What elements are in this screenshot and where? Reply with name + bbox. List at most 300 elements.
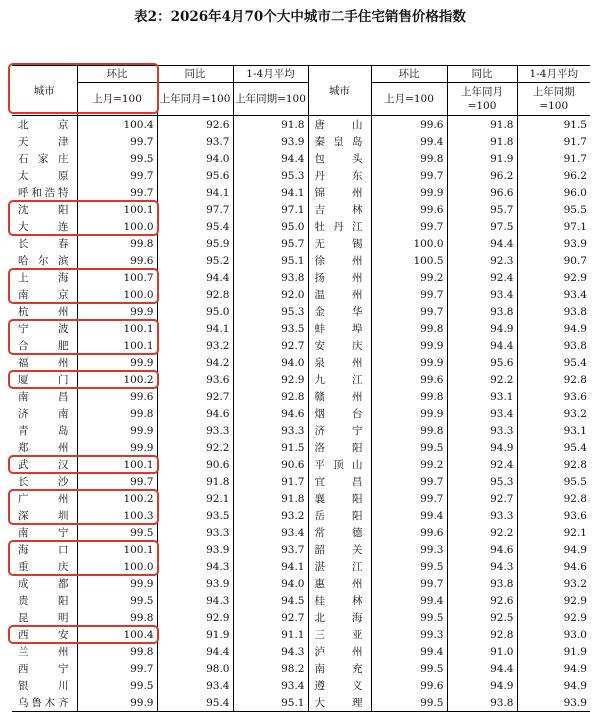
right-ytd-value: 92.8 [517, 490, 590, 507]
left-mom-value: 99.7 [77, 473, 157, 490]
right-ytd-value: 95.4 [517, 439, 590, 456]
right-mom-value: 99.2 [371, 269, 447, 286]
left-ytd-value: 94.3 [233, 643, 308, 660]
left-mom-value: 99.8 [77, 643, 157, 660]
right-ytd-value: 92.8 [517, 371, 590, 388]
left-city-name: 厦门 [18, 373, 69, 386]
right-city-name: 蚌埠 [308, 320, 371, 337]
table-row [12, 609, 590, 626]
right-mom-value: 99.3 [371, 626, 447, 643]
left-ytd-value: 92.7 [233, 609, 308, 626]
header-yoy-base-left: 上年同月=100 [157, 83, 233, 116]
right-yoy-value: 94.9 [447, 677, 517, 694]
left-ytd-value: 94.1 [233, 558, 308, 575]
left-mom-value: 99.6 [77, 252, 157, 269]
left-yoy-value: 94.4 [157, 269, 233, 286]
right-city-name: 桂林 [308, 592, 371, 609]
left-mom-value: 99.9 [77, 575, 157, 592]
table-row [12, 167, 590, 184]
left-mom-value: 100.0 [77, 558, 157, 575]
right-yoy-value: 91.9 [447, 150, 517, 167]
left-city-name: 沈阳 [18, 203, 69, 216]
header-ytd-base-left: 上年同期=100 [233, 83, 308, 116]
right-mom-value: 99.6 [371, 524, 447, 541]
right-mom-value: 99.9 [371, 337, 447, 354]
left-mom-value: 100.1 [77, 337, 157, 354]
right-yoy-value: 91.8 [447, 116, 517, 134]
right-city-name: 九江 [308, 371, 371, 388]
left-mom-value: 99.5 [77, 524, 157, 541]
header-ytd-left: 1-4月平均 [233, 66, 308, 83]
left-ytd-value: 95.3 [233, 167, 308, 184]
price-index-table [12, 65, 590, 712]
left-mom-value: 99.8 [77, 405, 157, 422]
left-yoy-value: 95.4 [157, 218, 233, 235]
left-ytd-value: 91.8 [233, 490, 308, 507]
left-mom-value: 100.2 [77, 371, 157, 388]
right-city-name: 金华 [308, 303, 371, 320]
left-yoy-value: 94.6 [157, 405, 233, 422]
left-ytd-value: 93.4 [233, 677, 308, 694]
right-mom-value: 99.7 [371, 575, 447, 592]
right-city-name: 南充 [308, 660, 371, 677]
right-ytd-value: 94.9 [517, 677, 590, 694]
left-city-name: 兰州 [18, 645, 69, 658]
right-city-name: 韶关 [308, 541, 371, 558]
left-city-name: 石家庄 [18, 152, 69, 165]
right-ytd-value: 93.2 [517, 575, 590, 592]
left-ytd-value: 95.3 [233, 303, 308, 320]
left-ytd-value: 93.9 [233, 133, 308, 150]
left-mom-value: 100.1 [77, 320, 157, 337]
page-title: 表2：2026年4月70个大中城市二手住宅销售价格指数 [134, 9, 466, 25]
right-city-name: 包头 [308, 150, 371, 167]
right-yoy-value: 93.8 [447, 303, 517, 320]
table-row [12, 269, 590, 286]
left-ytd-value: 91.1 [233, 626, 308, 643]
right-city-name: 湛江 [308, 558, 371, 575]
right-yoy-value: 96.2 [447, 167, 517, 184]
left-mom-value: 100.2 [77, 490, 157, 507]
right-ytd-value: 93.6 [517, 507, 590, 524]
left-ytd-value: 93.8 [233, 269, 308, 286]
left-city-name: 西安 [18, 628, 69, 641]
left-mom-value: 99.5 [77, 150, 157, 167]
left-yoy-value: 93.6 [157, 371, 233, 388]
right-city-name: 惠州 [308, 575, 371, 592]
right-yoy-value: 93.4 [447, 405, 517, 422]
right-yoy-value: 94.4 [447, 235, 517, 252]
left-city-name: 福州 [18, 356, 69, 369]
table-row [12, 337, 590, 354]
header-ytd-base-right-line2: =100 [539, 100, 569, 112]
right-city-name: 无锡 [308, 235, 371, 252]
right-mom-value: 99.6 [371, 116, 447, 134]
left-ytd-value: 94.0 [233, 354, 308, 371]
right-yoy-value: 91.0 [447, 643, 517, 660]
left-mom-value: 100.3 [77, 507, 157, 524]
left-ytd-value: 95.1 [233, 252, 308, 269]
right-mom-value: 99.8 [371, 320, 447, 337]
table-body [12, 116, 590, 712]
left-yoy-value: 94.3 [157, 592, 233, 609]
right-yoy-value: 94.4 [447, 337, 517, 354]
table-row [12, 660, 590, 677]
right-mom-value: 99.4 [371, 507, 447, 524]
left-city-name: 南京 [18, 288, 69, 301]
right-ytd-value: 93.2 [517, 405, 590, 422]
left-mom-value: 100.1 [77, 541, 157, 558]
right-mom-value: 99.6 [371, 201, 447, 218]
left-city-name: 天津 [18, 135, 69, 148]
right-mom-value: 99.2 [371, 456, 447, 473]
right-city-name: 安庆 [308, 337, 371, 354]
right-mom-value: 99.9 [371, 184, 447, 201]
table-row [12, 541, 590, 558]
right-mom-value: 99.4 [371, 643, 447, 660]
left-yoy-value: 93.9 [157, 575, 233, 592]
right-mom-value: 100.5 [371, 252, 447, 269]
left-yoy-value: 90.6 [157, 456, 233, 473]
right-city-name: 赣州 [308, 388, 371, 405]
header-city-right: 城市 [308, 66, 371, 116]
right-mom-value: 99.9 [371, 405, 447, 422]
header-mom-base-left: 上月=100 [77, 83, 157, 116]
left-ytd-value: 93.5 [233, 320, 308, 337]
right-ytd-value: 92.8 [517, 456, 590, 473]
left-city-name: 宁波 [18, 322, 69, 335]
right-yoy-value: 94.9 [447, 320, 517, 337]
left-ytd-value: 94.4 [233, 150, 308, 167]
table-row [12, 439, 590, 456]
right-ytd-value: 92.9 [517, 609, 590, 626]
table-row [12, 575, 590, 592]
right-city-name: 唐山 [308, 116, 371, 134]
table-row [12, 626, 590, 643]
right-ytd-value: 92.1 [517, 524, 590, 541]
left-mom-value: 100.1 [77, 201, 157, 218]
left-mom-value: 99.9 [77, 354, 157, 371]
right-ytd-value: 94.6 [517, 558, 590, 575]
header-yoy-base-right-line1: 上年同月 [461, 86, 503, 98]
left-mom-value: 99.9 [77, 422, 157, 439]
header-mom-right: 环比 [371, 66, 447, 83]
right-ytd-value: 96.0 [517, 184, 590, 201]
left-city-name: 成都 [18, 577, 69, 590]
left-yoy-value: 95.9 [157, 235, 233, 252]
right-mom-value: 99.7 [371, 473, 447, 490]
table-row [12, 371, 590, 388]
right-mom-value: 99.4 [371, 133, 447, 150]
left-yoy-value: 95.6 [157, 167, 233, 184]
left-ytd-value: 91.8 [233, 116, 308, 134]
left-ytd-value: 92.8 [233, 388, 308, 405]
right-yoy-value: 92.5 [447, 609, 517, 626]
right-yoy-value: 93.8 [447, 694, 517, 712]
right-city-name: 常德 [308, 524, 371, 541]
header-mom-base-right: 上月=100 [371, 83, 447, 116]
right-mom-value: 99.7 [371, 218, 447, 235]
right-city-name: 北海 [308, 609, 371, 626]
left-yoy-value: 95.2 [157, 252, 233, 269]
right-city-name: 牡丹江 [308, 218, 371, 235]
left-mom-value: 99.8 [77, 609, 157, 626]
right-ytd-value: 93.9 [517, 235, 590, 252]
right-ytd-value: 95.5 [517, 473, 590, 490]
right-yoy-value: 92.6 [447, 592, 517, 609]
table-row [12, 490, 590, 507]
header-yoy-base-right [447, 83, 517, 116]
right-city-name: 锦州 [308, 184, 371, 201]
left-city-name: 青岛 [18, 424, 69, 437]
left-yoy-value: 95.0 [157, 303, 233, 320]
right-yoy-value: 94.3 [447, 558, 517, 575]
table-row [12, 677, 590, 694]
right-mom-value: 99.6 [371, 677, 447, 694]
left-yoy-value: 93.7 [157, 133, 233, 150]
left-yoy-value: 94.3 [157, 558, 233, 575]
left-yoy-value: 92.2 [157, 439, 233, 456]
right-ytd-value: 92.9 [517, 592, 590, 609]
left-yoy-value: 93.9 [157, 541, 233, 558]
right-yoy-value: 95.3 [447, 473, 517, 490]
left-ytd-value: 98.2 [233, 660, 308, 677]
left-mom-value: 99.7 [77, 660, 157, 677]
left-ytd-value: 91.5 [233, 439, 308, 456]
left-city-name: 长沙 [18, 475, 69, 488]
left-yoy-value: 97.7 [157, 201, 233, 218]
left-city-name: 西宁 [18, 662, 69, 675]
right-mom-value: 99.7 [371, 303, 447, 320]
right-ytd-value: 91.5 [517, 116, 590, 134]
header-ytd-base-right [517, 83, 590, 116]
right-yoy-value: 93.3 [447, 507, 517, 524]
header-ytd-base-right-line1: 上年同期 [532, 86, 575, 98]
left-ytd-value: 90.6 [233, 456, 308, 473]
right-ytd-value: 94.9 [517, 541, 590, 558]
left-ytd-value: 92.7 [233, 337, 308, 354]
right-yoy-value: 92.2 [447, 371, 517, 388]
left-city-name: 济南 [18, 407, 69, 420]
left-yoy-value: 94.2 [157, 354, 233, 371]
header-yoy-right: 同比 [447, 66, 517, 83]
right-ytd-value: 91.7 [517, 150, 590, 167]
left-yoy-value: 93.3 [157, 524, 233, 541]
right-mom-value: 99.8 [371, 422, 447, 439]
left-mom-value: 99.9 [77, 303, 157, 320]
left-city-name: 合肥 [18, 339, 69, 352]
right-city-name: 平顶山 [308, 456, 371, 473]
left-yoy-value: 93.3 [157, 422, 233, 439]
left-city-name: 郑州 [18, 441, 69, 454]
left-mom-value: 99.9 [77, 694, 157, 712]
table-row [12, 643, 590, 660]
table-row [12, 116, 590, 134]
right-mom-value: 100.0 [371, 235, 447, 252]
right-mom-value: 99.5 [371, 694, 447, 712]
table-row [12, 473, 590, 490]
right-yoy-value: 94.4 [447, 660, 517, 677]
left-city-name: 呼和浩特 [18, 186, 69, 199]
header-yoy-left: 同比 [157, 66, 233, 83]
left-yoy-value: 94.1 [157, 184, 233, 201]
left-yoy-value: 92.9 [157, 609, 233, 626]
right-yoy-value: 94.9 [447, 439, 517, 456]
left-city-name: 乌鲁木齐 [12, 694, 77, 712]
left-city-name: 大连 [18, 220, 69, 233]
right-city-name: 泉州 [308, 354, 371, 371]
left-yoy-value: 95.4 [157, 694, 233, 712]
table-row [12, 184, 590, 201]
left-yoy-value: 92.8 [157, 286, 233, 303]
left-yoy-value: 94.0 [157, 150, 233, 167]
right-city-name: 遵义 [308, 677, 371, 694]
right-yoy-value: 93.1 [447, 388, 517, 405]
right-mom-value: 99.7 [371, 167, 447, 184]
table-row [12, 150, 590, 167]
left-mom-value: 99.8 [77, 235, 157, 252]
left-city-name: 武汉 [18, 458, 69, 471]
left-ytd-value: 93.4 [233, 524, 308, 541]
right-ytd-value: 93.6 [517, 388, 590, 405]
right-yoy-value: 93.3 [447, 422, 517, 439]
left-ytd-value: 95.7 [233, 235, 308, 252]
right-mom-value: 99.7 [371, 286, 447, 303]
right-yoy-value: 93.4 [447, 286, 517, 303]
right-yoy-value: 92.7 [447, 490, 517, 507]
left-yoy-value: 91.8 [157, 473, 233, 490]
right-mom-value: 99.7 [371, 490, 447, 507]
right-ytd-value: 92.9 [517, 269, 590, 286]
right-yoy-value: 95.6 [447, 354, 517, 371]
right-city-name: 襄阳 [308, 490, 371, 507]
right-ytd-value: 95.5 [517, 201, 590, 218]
left-city-name: 杭州 [18, 305, 69, 318]
left-mom-value: 100.7 [77, 269, 157, 286]
table-row [12, 201, 590, 218]
left-city-name: 哈尔滨 [18, 254, 69, 267]
left-city-name: 广州 [18, 492, 69, 505]
right-ytd-value: 95.4 [517, 354, 590, 371]
right-city-name: 泸州 [308, 643, 371, 660]
left-mom-value: 99.7 [77, 167, 157, 184]
left-yoy-value: 92.7 [157, 388, 233, 405]
right-yoy-value: 94.6 [447, 541, 517, 558]
right-ytd-value: 97.1 [517, 218, 590, 235]
left-yoy-value: 92.6 [157, 116, 233, 134]
left-city-name: 太原 [18, 169, 69, 182]
left-city-name: 昆明 [18, 611, 69, 624]
table-row [12, 320, 590, 337]
right-city-name: 吉林 [308, 201, 371, 218]
right-mom-value: 99.5 [371, 609, 447, 626]
right-ytd-value: 91.7 [517, 133, 590, 150]
left-mom-value: 100.0 [77, 218, 157, 235]
right-city-name: 烟台 [308, 405, 371, 422]
left-ytd-value: 94.1 [233, 184, 308, 201]
table-row [12, 507, 590, 524]
left-ytd-value: 95.0 [233, 218, 308, 235]
left-mom-value: 100.0 [77, 286, 157, 303]
right-ytd-value: 91.9 [517, 643, 590, 660]
right-mom-value: 99.5 [371, 439, 447, 456]
left-yoy-value: 98.0 [157, 660, 233, 677]
left-mom-value: 99.7 [77, 184, 157, 201]
right-city-name: 岳阳 [308, 507, 371, 524]
right-mom-value: 99.3 [371, 541, 447, 558]
right-ytd-value: 93.1 [517, 422, 590, 439]
table-row [12, 133, 590, 150]
right-mom-value: 99.9 [371, 354, 447, 371]
left-city-name: 南宁 [18, 526, 69, 539]
left-mom-value: 100.4 [77, 116, 157, 134]
left-city-name: 南昌 [18, 390, 69, 403]
left-mom-value: 100.1 [77, 456, 157, 473]
right-city-name: 宜昌 [308, 473, 371, 490]
left-city-name: 深圳 [18, 509, 69, 522]
table-row [12, 388, 590, 405]
right-city-name: 徐州 [308, 252, 371, 269]
right-city-name: 秦皇岛 [308, 133, 371, 150]
left-yoy-value: 93.5 [157, 507, 233, 524]
right-yoy-value: 93.8 [447, 575, 517, 592]
right-yoy-value: 92.4 [447, 456, 517, 473]
left-ytd-value: 91.7 [233, 473, 308, 490]
table-row [12, 456, 590, 473]
left-ytd-value: 92.9 [233, 371, 308, 388]
left-ytd-value: 93.2 [233, 507, 308, 524]
right-ytd-value: 90.7 [517, 252, 590, 269]
table-row [12, 558, 590, 575]
left-mom-value: 99.9 [77, 439, 157, 456]
table-row [12, 286, 590, 303]
left-ytd-value: 93.7 [233, 541, 308, 558]
left-city-name: 重庆 [18, 560, 69, 573]
table-row [12, 524, 590, 541]
table-row [12, 354, 590, 371]
left-city-name: 银川 [18, 679, 69, 692]
right-mom-value: 99.5 [371, 660, 447, 677]
left-yoy-value: 94.4 [157, 643, 233, 660]
right-yoy-value: 91.8 [447, 133, 517, 150]
table-row [12, 694, 590, 712]
left-yoy-value: 93.4 [157, 677, 233, 694]
left-yoy-value: 93.2 [157, 337, 233, 354]
right-ytd-value: 93.4 [517, 286, 590, 303]
header-ytd-right: 1-4月平均 [517, 66, 590, 83]
right-ytd-value: 94.9 [517, 660, 590, 677]
right-yoy-value: 96.6 [447, 184, 517, 201]
table-row [12, 422, 590, 439]
right-ytd-value: 94.9 [517, 320, 590, 337]
left-city-name: 上海 [18, 271, 69, 284]
right-city-name: 丹东 [308, 167, 371, 184]
right-yoy-value: 92.3 [447, 252, 517, 269]
right-ytd-value: 93.8 [517, 337, 590, 354]
right-ytd-value: 96.2 [517, 167, 590, 184]
table-row [12, 252, 590, 269]
right-city-name: 温州 [308, 286, 371, 303]
table-row [12, 218, 590, 235]
left-mom-value: 99.6 [77, 388, 157, 405]
left-yoy-value: 94.1 [157, 320, 233, 337]
right-city-name: 济宁 [308, 422, 371, 439]
table-header [12, 66, 590, 116]
right-yoy-value: 95.7 [447, 201, 517, 218]
left-ytd-value: 95.1 [233, 694, 308, 712]
right-ytd-value: 93.8 [517, 303, 590, 320]
left-yoy-value: 92.1 [157, 490, 233, 507]
